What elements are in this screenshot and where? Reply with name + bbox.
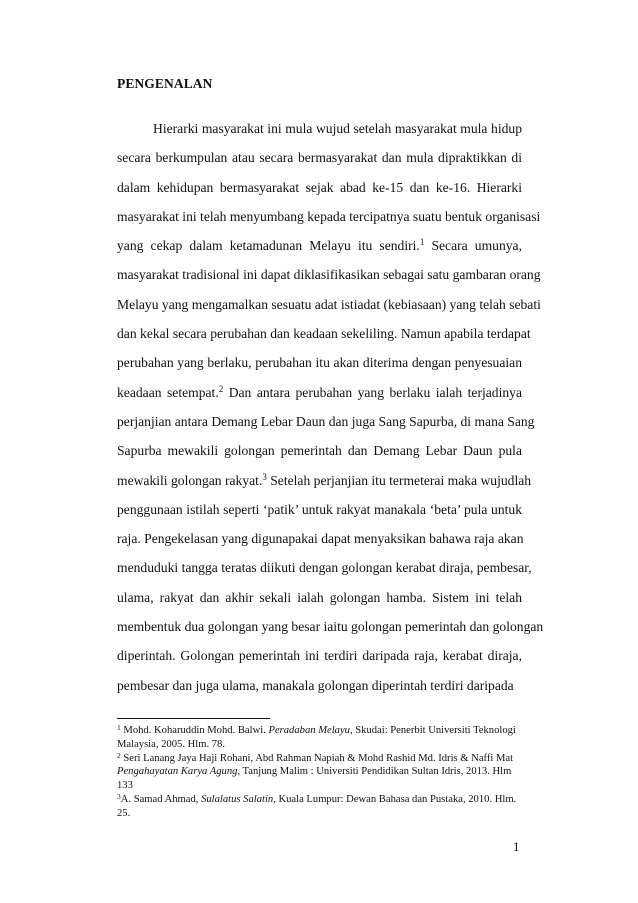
line-text: mewakili golongan rakyat. [117,472,263,488]
footnote-1 [117,724,525,752]
line-text: dalam kehidupan bermasyarakat sejak abad ke-15 dan ke-16. Hierarki [117,179,522,195]
footnote-separator [117,718,270,719]
footnote-text: A. Samad Ahmad, [120,793,202,805]
footnote-reference: 2 [218,383,224,394]
footnote-2 [117,752,525,793]
line-text: membentuk dua golongan yang besar iaitu golongan pemerintah dan golongan [117,619,544,635]
paragraph-line [117,260,541,289]
line-text: secara berkumpulan atau secara bermasyarakat dan mula dipraktikkan di [117,150,522,166]
line-text-continued: Secara umunya, [424,238,522,254]
paragraph-line [117,348,522,377]
line-text: pembesar dan juga ulama, manakala golongan diperintah terdiri daripada [117,677,514,693]
footnote-title: Peradaban Melayu [268,725,350,736]
paragraph-line [117,143,522,172]
footnote-title: Pengahayatan Karya Agung [117,766,238,778]
footnote-reference: 3 [262,471,267,482]
line-text: dan kekal secara perubahan dan keadaan sekeliling. Namun apabila terdapat [117,326,531,342]
footnote-text: Mohd. Koharuddin Mohd. Balwi. [120,725,269,736]
paragraph-line [117,378,522,407]
section-heading: PENGENALAN [117,76,213,91]
line-text: masyarakat tradisional ini dapat diklasifikasikan sebagai satu gambaran orang [117,267,541,283]
line-text: penggunaan istilah seperti ‘patik’ untuk rakyat manakala ‘beta’ pula untuk [117,501,522,517]
paragraph-line [117,202,541,231]
footnote-text-continued: , Tanjung Malim : Universiti Pendidikan Sultan Idris, 2013. Hlm 133 [117,766,512,792]
line-text: perjanjian antara Demang Lebar Daun dan juga Sang Sapurba, di mana Sang [117,413,535,429]
paragraph-line [117,173,522,202]
line-text: Melayu yang mengamalkan sesuatu adat istiadat (kebiasaan) yang telah sebati [117,296,541,312]
paragraph-line [117,114,522,143]
footnote-text-continued: , Kuala Lumpur: Dewan Bahasa dan Pustaka, 2010. Hlm. 25. [117,793,517,819]
paragraph-line [117,231,522,260]
paragraph-line [117,524,522,553]
paragraph-line [117,612,544,641]
body-paragraph [117,114,544,700]
paragraph-line [117,436,522,465]
line-text: keadaan setempat. [117,384,219,400]
paragraph-line [117,583,522,612]
page-number: 1 [513,839,520,854]
line-text: menduduki tangga teratas diikuti dengan golongan kerabat diraja, pembesar, [117,560,532,576]
line-text: Sapurba mewakili golongan pemerintah dan Demang Lebar Daun pula [117,443,522,459]
paragraph-line [117,319,531,348]
paragraph-line [117,407,535,436]
line-text: diperintah. Golongan pemerintah ini terdiri daripada raja, kerabat diraja, [117,648,522,664]
paragraph-line [117,466,532,495]
footnote-3 [117,793,525,821]
line-text-continued: Dan antara perubahan yang berlaku ialah terjadinya [223,384,522,400]
footnote-reference: 1 [419,237,425,248]
paragraph-line [117,553,532,582]
footnote-number: 1 [117,723,121,732]
line-text-continued: Setelah perjanjian itu termeterai maka wujudlah [266,472,532,488]
line-text: masyarakat ini telah menyumbang kepada tercipatnya suatu bentuk organisasi [117,208,541,224]
line-text: raja. Pengekelasan yang digunapakai dapat menyaksikan bahawa raja akan [117,531,524,547]
line-text: perubahan yang berlaku, perubahan itu akan diterima dengan penyesuaian [117,355,522,371]
line-text: ulama, rakyat dan akhir sekali ialah golongan hamba. Sistem ini telah [117,589,522,605]
paragraph-line [117,290,541,319]
paragraph-line [117,495,522,524]
line-text: Hierarki masyarakat ini mula wujud setelah masyarakat mula hidup [153,121,522,136]
footnote-number: 3 [117,791,121,801]
footnote-number: 2 [117,750,121,760]
line-text: yang cekap dalam ketamadunan Melayu itu sendiri. [117,238,420,254]
footnotes-section [117,724,525,821]
footnote-text-continued: , Skudai: Penerbit Universiti Teknologi Malaysia, 2005. Hlm. 78. [117,725,516,750]
paragraph-line [117,671,522,700]
footnote-title: Sulalatus Salatin [201,793,274,805]
paragraph-line [117,641,522,670]
footnote-text: Seri Lanang Jaya Haji Rohani, Abd Rahman Napiah & Mohd Rashid Md. Idris & Naffi Mat [120,752,514,764]
